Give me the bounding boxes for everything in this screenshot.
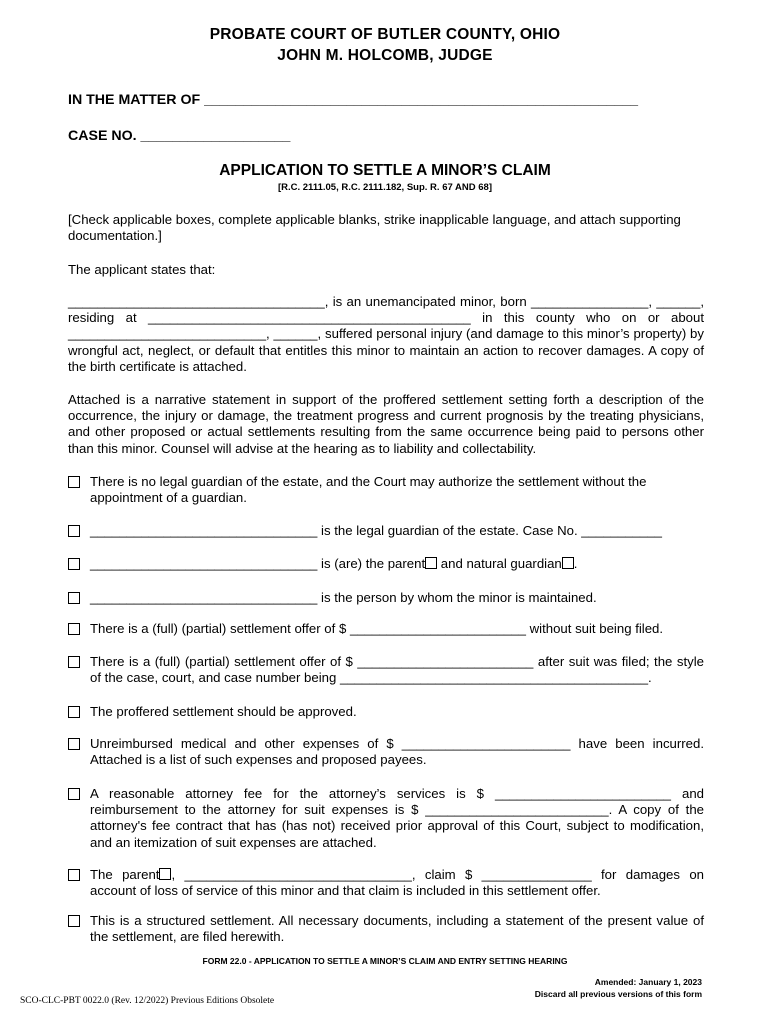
approved-text: The proffered settlement should be approved.	[90, 704, 357, 719]
option-offer-after-suit	[68, 654, 704, 688]
approved-checkbox[interactable]	[68, 706, 80, 718]
offer-after-suit-checkbox[interactable]	[68, 656, 80, 668]
medical-expenses-checkbox[interactable]	[68, 738, 80, 750]
statute-citation: [R.C. 2111.05, R.C. 2111.182, Sup. R. 67 AND 68]	[277, 182, 493, 193]
structured-settlement-text: This is a structured settlement. All necessary documents, including a statement of the present value of the settlement, are filed herewith.	[90, 913, 704, 945]
court-name: PROBATE COURT OF BUTLER COUNTY, OHIO	[209, 26, 561, 43]
parent-claim-label: The parent	[90, 867, 160, 882]
natural-guardian-checkbox[interactable]	[562, 557, 574, 569]
attorney-fee-checkbox[interactable]	[68, 788, 80, 800]
parent-claim-text	[90, 867, 704, 899]
option-no-guardian	[68, 474, 704, 508]
medical-expenses-text: Unreimbursed medical and other expenses of $ _______________________ have been incurred. Attached is a list of such expenses and proposed payees.	[90, 736, 704, 768]
instructions-text: [Check applicable boxes, complete applicable blanks, strike inapplicable language, and attach supporting documentation.]	[68, 212, 681, 244]
no-guardian-text: There is no legal guardian of the estate, and the Court may authorize the settlement without the appointment of a guardian.	[90, 474, 647, 506]
parent-guardian-text	[90, 556, 704, 572]
option-structured-settlement	[68, 913, 704, 947]
judge-name: JOHN M. HOLCOMB, JUDGE	[277, 47, 493, 64]
option-parent-claim	[68, 867, 704, 901]
case-number-line: CASE NO. ___________________	[68, 128, 291, 144]
offer-without-suit-text: There is a (full) (partial) settlement offer of $ ________________________ without suit being filed.	[90, 621, 664, 636]
parent-guardian-prefix: _______________________________ is (are) the parent	[90, 556, 426, 571]
option-parent-guardian	[68, 556, 704, 574]
minor-injury-paragraph: ___________________________________, is an unemancipated minor, born ________________, ______, residing at ____________________________________________ in this county who on or about ___________________________, ______, suffered personal injury (and damage to this minor’s property) by wrongful act, neglect, or default that entitles this minor to maintain an action to recover damages. A copy of the birth certificate is attached.	[68, 294, 704, 374]
matter-line: IN THE MATTER OF _______________________________________________________	[68, 92, 639, 108]
maintained-checkbox[interactable]	[68, 592, 80, 604]
applicant-states: The applicant states that:	[68, 262, 216, 277]
parent-claim-checkbox[interactable]	[68, 869, 80, 881]
natural-guardian-label: and natural guardian	[437, 556, 562, 571]
parent-claim-inline-checkbox[interactable]	[159, 868, 171, 880]
attorney-fee-text: A reasonable attorney fee for the attorney’s services is $ ________________________ and reimbursement to the attorney for suit expenses is $ _________________________. A copy of the attorney's fee contract that has (has not) received prior approval of this Court, subject to modification, and an itemization of suit expenses are attached.	[90, 786, 704, 850]
form-code: SCO-CLC-PBT 0022.0 (Rev. 12/2022) Previous Editions Obsolete	[20, 996, 275, 1006]
offer-without-suit-checkbox[interactable]	[68, 623, 80, 635]
option-legal-guardian	[68, 523, 704, 541]
option-medical-expenses	[68, 736, 704, 770]
offer-after-suit-text: There is a (full) (partial) settlement offer of $ ________________________ after suit was filed; the style of the case, court, and case number being __________________________________________.	[90, 654, 704, 686]
legal-guardian-text: _______________________________ is the legal guardian of the estate. Case No. ___________	[90, 523, 662, 538]
footer-form-title: FORM 22.0 - APPLICATION TO SETTLE A MINOR’S CLAIM AND ENTRY SETTING HEARING	[202, 956, 568, 966]
parent-claim-rest: , _______________________________, claim $ _______________ for damages on account of loss of service of this minor and that claim is included in this settlement offer.	[90, 867, 704, 899]
option-approved	[68, 704, 704, 722]
option-offer-without-suit	[68, 621, 704, 639]
amended-date: Amended: January 1, 2023	[594, 977, 702, 987]
no-guardian-checkbox[interactable]	[68, 476, 80, 488]
maintained-text: _______________________________ is the person by whom the minor is maintained.	[90, 590, 597, 605]
legal-guardian-checkbox[interactable]	[68, 525, 80, 537]
option-attorney-fee	[68, 786, 704, 852]
form-title: APPLICATION TO SETTLE A MINOR’S CLAIM	[219, 162, 551, 179]
narrative-statement-paragraph: Attached is a narrative statement in support of the proffered settlement setting forth a description of the occurrence, the injury or damage, the treatment progress and current prognosis by the treating physicians, and other proposed or actual settlements resulting from the same occurrence being paid to persons other than this minor. Counsel will advise at the hearing as to liability and collectability.	[68, 392, 704, 456]
parent-checkbox[interactable]	[425, 557, 437, 569]
parent-guardian-suffix: .	[573, 556, 578, 571]
parent-guardian-checkbox[interactable]	[68, 558, 80, 570]
structured-settlement-checkbox[interactable]	[68, 915, 80, 927]
option-maintained	[68, 590, 704, 608]
discard-notice: Discard all previous versions of this form	[534, 989, 702, 999]
